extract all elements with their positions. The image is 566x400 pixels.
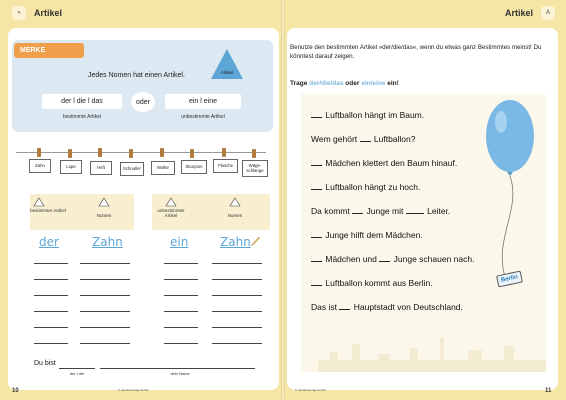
small-triangle-icon bbox=[165, 197, 177, 207]
du-bist-line-1 bbox=[59, 368, 95, 369]
city-skyline-icon bbox=[318, 330, 546, 372]
sentence-text: Leiter. bbox=[427, 206, 451, 216]
berlin-tag: Berlin bbox=[496, 271, 523, 288]
article-blank[interactable] bbox=[406, 213, 424, 214]
blue-balloon-icon bbox=[482, 100, 542, 300]
example-article-ein: ein bbox=[170, 235, 189, 249]
sentence-3 bbox=[311, 158, 457, 168]
article-blank[interactable] bbox=[311, 117, 322, 118]
right-header-tag: A bbox=[541, 6, 555, 20]
word-card-waegeschlange: Wäge-schlange bbox=[242, 160, 268, 177]
sentence-text: Hauptstadt von Deutschland. bbox=[353, 302, 463, 312]
left-page-number: 10 bbox=[12, 388, 19, 394]
right-header-title: Artikel bbox=[505, 8, 534, 18]
du-bist-label: Du bist bbox=[34, 360, 56, 367]
sentence-8 bbox=[311, 278, 433, 288]
definite-caption: bestimmte Artikel bbox=[62, 114, 102, 120]
merke-label: MERKE bbox=[14, 43, 84, 58]
sentence-7 bbox=[311, 254, 474, 264]
article-blank[interactable] bbox=[360, 141, 371, 142]
task-highlight-definite: der/die/das bbox=[309, 80, 344, 87]
clothespin bbox=[252, 149, 256, 158]
sentence-5 bbox=[311, 206, 450, 216]
clothesline bbox=[16, 152, 266, 153]
sentence-1 bbox=[311, 110, 424, 120]
example-article-der: der bbox=[39, 235, 59, 249]
article-blank[interactable] bbox=[311, 189, 322, 190]
word-card-wolke: Wolke bbox=[151, 161, 175, 175]
right-page-number: 11 bbox=[545, 388, 552, 394]
small-triangle-icon bbox=[33, 197, 45, 207]
word-card-heft: Heft bbox=[90, 161, 112, 175]
intro-text: Benutze den bestimmten Artikel »der/die/das«, wenn du etwas ganz Bestimmtes meinst! Du könntest darauf zeigen. bbox=[290, 44, 542, 60]
article-blank[interactable] bbox=[311, 261, 322, 262]
article-blank[interactable] bbox=[311, 237, 322, 238]
definite-articles: der l die l das bbox=[42, 94, 122, 109]
artikel-triangle-label: Artikel bbox=[220, 70, 234, 75]
table1-col1: bestimmter Artikel bbox=[30, 208, 66, 213]
article-blank[interactable] bbox=[352, 213, 363, 214]
clothespin bbox=[160, 148, 164, 157]
pencil-icon bbox=[249, 236, 261, 248]
word-card-skorpion: Skorpion bbox=[181, 160, 207, 174]
clothespin bbox=[37, 148, 41, 157]
sentence-4 bbox=[311, 182, 420, 192]
article-blank[interactable] bbox=[379, 261, 390, 262]
du-bist-caption-2: dein Name bbox=[170, 371, 190, 376]
du-bist-line-2 bbox=[100, 368, 255, 369]
oder-label: oder bbox=[131, 92, 155, 112]
sentence-text: Wem gehört bbox=[311, 134, 358, 144]
sentence-2 bbox=[311, 134, 415, 144]
sentence-9 bbox=[311, 302, 463, 312]
clothespin bbox=[190, 149, 194, 158]
left-header-tag: « bbox=[12, 6, 26, 20]
indefinite-caption: unbestimmte Artikel bbox=[181, 114, 225, 120]
right-footer: © Jandorfverlag GmbH bbox=[295, 388, 326, 392]
indefinite-articles: ein l eine bbox=[165, 94, 241, 109]
clothespin bbox=[129, 149, 133, 158]
sentence-text: Luftballon? bbox=[373, 134, 416, 144]
merke-sentence: Jedes Nomen hat einen Artikel. bbox=[88, 72, 185, 79]
word-card-lupe: Lupe bbox=[60, 160, 82, 174]
sentence-text: Da kommt bbox=[311, 206, 350, 216]
word-card-flasche: Flasche bbox=[213, 159, 238, 173]
clothespin bbox=[98, 148, 102, 157]
sentence-text: Luftballon kommt aus Berlin. bbox=[325, 278, 433, 288]
article-blank[interactable] bbox=[339, 309, 350, 310]
page-gutter bbox=[281, 0, 285, 400]
word-card-schnuller: Schnuller bbox=[120, 162, 144, 176]
small-triangle-icon bbox=[229, 197, 241, 207]
sentence-text: Mädchen und bbox=[325, 254, 377, 264]
right-header bbox=[505, 2, 555, 24]
example-noun-zahn-1: Zahn bbox=[92, 235, 123, 249]
example-noun-zahn-2: Zahn bbox=[220, 235, 251, 249]
sentence-text: Junge hilft dem Mädchen. bbox=[325, 230, 423, 240]
left-header-title: Artikel bbox=[34, 8, 63, 18]
left-footer: © Jandorfverlag GmbH bbox=[118, 388, 149, 392]
sentence-text: Junge schauen nach. bbox=[393, 254, 475, 264]
table1-col2: Nomen bbox=[96, 213, 112, 218]
artikel-triangle-icon bbox=[210, 48, 244, 80]
sentence-text: Luftballon hängt im Baum. bbox=[325, 110, 425, 120]
small-triangle-icon bbox=[98, 197, 110, 207]
task-instruction bbox=[290, 80, 399, 87]
sentence-6 bbox=[311, 230, 423, 240]
article-blank[interactable] bbox=[311, 165, 322, 166]
sentence-text: Junge mit bbox=[366, 206, 404, 216]
task-prefix: Trage bbox=[290, 80, 308, 87]
task-mid: oder bbox=[345, 80, 360, 87]
table2-col1: unbestimmter Artikel bbox=[157, 208, 185, 218]
task-highlight-indefinite: ein/eine bbox=[361, 80, 386, 87]
word-card-zahn: Zahn bbox=[29, 159, 51, 173]
sentence-text: Luftballon hängt zu hoch. bbox=[325, 182, 421, 192]
sentence-text: Das ist bbox=[311, 302, 337, 312]
sentence-text: Mädchen klettert den Baum hinauf. bbox=[325, 158, 458, 168]
task-suffix: ein! bbox=[387, 80, 399, 87]
article-blank[interactable] bbox=[311, 285, 322, 286]
clothespin bbox=[222, 148, 226, 157]
du-bist-caption-1: der l die bbox=[69, 371, 85, 376]
clothespin bbox=[68, 149, 72, 158]
left-header bbox=[12, 2, 62, 24]
table2-col2: Nomen bbox=[227, 213, 243, 218]
